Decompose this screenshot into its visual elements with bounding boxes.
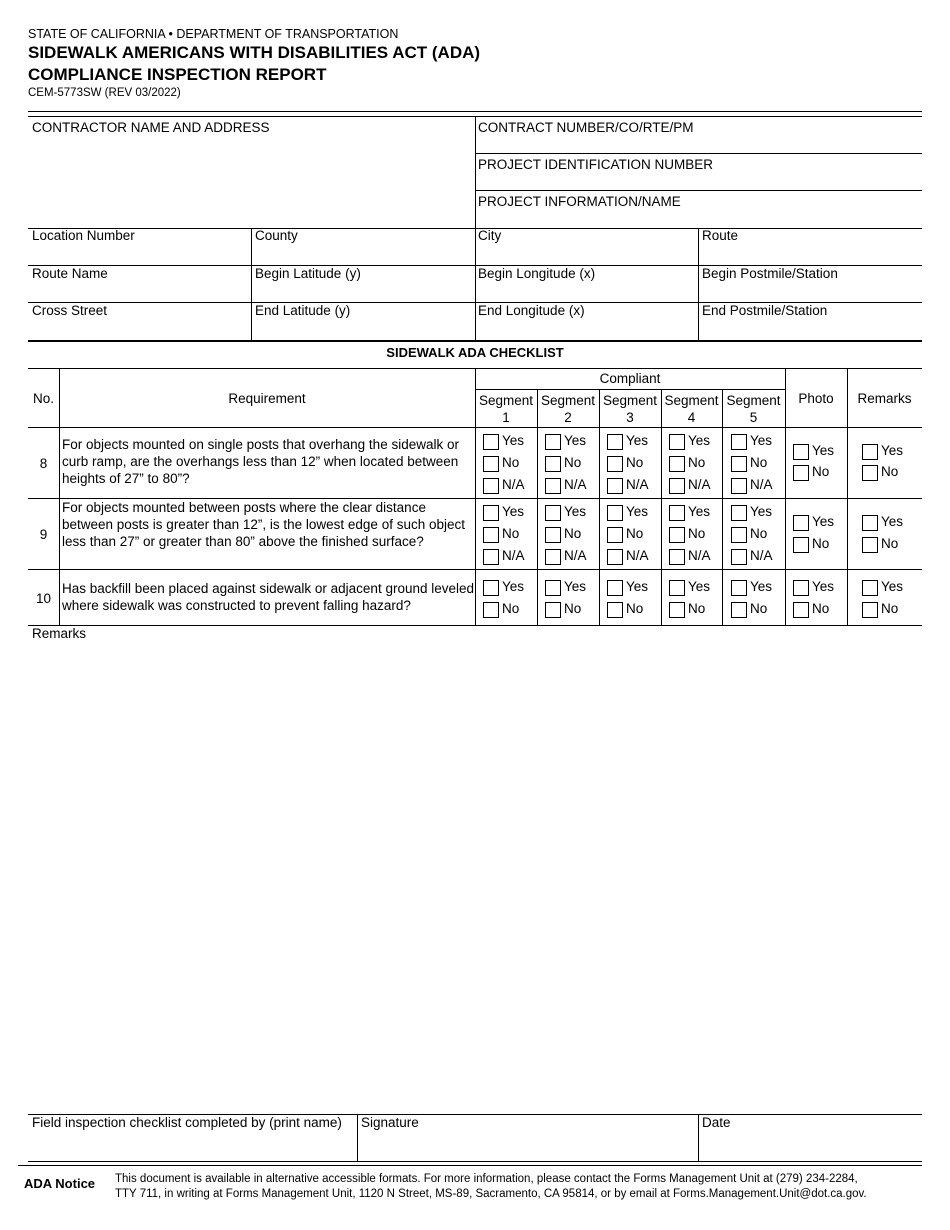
begin-latitude-field[interactable]: Begin Latitude (y)	[255, 266, 361, 281]
row-8-segment-3-no-checkbox[interactable]	[607, 456, 623, 472]
row-10-segment-3-yes-label: Yes	[626, 579, 649, 594]
row-10-remarks-no-label: No	[881, 601, 899, 616]
remarks-area[interactable]	[28, 642, 922, 1112]
row-10-remarks-yes-label: Yes	[881, 579, 904, 594]
divider	[251, 228, 252, 340]
notice-rule	[18, 1165, 922, 1166]
row-10-remarks-yes-checkbox[interactable]	[862, 580, 878, 596]
row-9-segment-5-no-label: No	[750, 526, 768, 541]
begin-longitude-field[interactable]: Begin Longitude (x)	[478, 266, 596, 281]
row-8-segment-5-na-checkbox[interactable]	[731, 478, 747, 494]
row-9-segment-5-na-label: N/A	[750, 548, 773, 563]
city-field[interactable]: City	[478, 228, 502, 243]
divider	[475, 190, 922, 191]
row-9-segment-1-yes-checkbox[interactable]	[483, 505, 499, 521]
row-10-segment-4-no-label: No	[688, 601, 706, 616]
row-8-segment-2-no-checkbox[interactable]	[545, 456, 561, 472]
row-8-segment-2-na-checkbox[interactable]	[545, 478, 561, 494]
signature-field[interactable]: Signature	[361, 1115, 419, 1130]
segment-5-header-label: Segment	[726, 393, 781, 408]
row-8-segment-4-na-checkbox[interactable]	[669, 478, 685, 494]
row-10-segment-2-yes-label: Yes	[564, 579, 587, 594]
segment-2-header-label: Segment	[540, 393, 596, 408]
location-number-field[interactable]: Location Number	[32, 228, 135, 243]
col-no-header: No.	[32, 391, 54, 406]
row-10-segment-4-yes-label: Yes	[688, 579, 711, 594]
col-photo-header: Photo	[798, 391, 834, 406]
divider	[698, 228, 699, 340]
row-10-segment-3-no-checkbox[interactable]	[607, 602, 623, 618]
col-compliant-header: Compliant	[599, 371, 661, 386]
end-longitude-field[interactable]: End Longitude (x)	[478, 303, 585, 318]
row-9-segment-4-yes-checkbox[interactable]	[669, 505, 685, 521]
row-8-segment-1-na-label: N/A	[502, 477, 525, 492]
row-9-segment-3-na-label: N/A	[626, 548, 649, 563]
row-9-segment-3-na-checkbox[interactable]	[607, 549, 623, 565]
row-10-photo-no-checkbox[interactable]	[793, 602, 809, 618]
row-9-segment-2-no-label: No	[564, 526, 582, 541]
segment-4-header-label: Segment	[664, 393, 719, 408]
col-requirement-header: Requirement	[228, 391, 306, 406]
contractor-field[interactable]: CONTRACTOR NAME AND ADDRESS	[32, 120, 270, 135]
begin-postmile-field[interactable]: Begin Postmile/Station	[702, 266, 838, 281]
county-field[interactable]: County	[255, 228, 298, 243]
row-9-segment-4-no-label: No	[688, 526, 706, 541]
row-9-segment-4-na-label: N/A	[688, 548, 711, 563]
checklist-title: SIDEWALK ADA CHECKLIST	[386, 345, 564, 360]
row-8-segment-1-na-checkbox[interactable]	[483, 478, 499, 494]
row-8-segment-2-no-label: No	[564, 455, 582, 470]
row-9-segment-2-na-label: N/A	[564, 548, 587, 563]
row-8-segment-4-no-checkbox[interactable]	[669, 456, 685, 472]
segment-1-header-num: 1	[502, 410, 510, 425]
row-8-segment-4-na-label: N/A	[688, 477, 711, 492]
row-8-segment-4-yes-checkbox[interactable]	[669, 434, 685, 450]
row-9-segment-1-no-label: No	[502, 526, 520, 541]
row-9-segment-1-na-label: N/A	[502, 548, 525, 563]
row-8-segment-5-yes-checkbox[interactable]	[731, 434, 747, 450]
row-8-segment-3-na-label: N/A	[626, 477, 649, 492]
checklist-rule	[28, 340, 922, 342]
divider	[847, 368, 848, 625]
row-10-segment-5-no-checkbox[interactable]	[731, 602, 747, 618]
row-8-photo-yes-label: Yes	[812, 443, 835, 458]
route-name-field[interactable]: Route Name	[32, 266, 108, 281]
row-8-photo-yes-checkbox[interactable]	[793, 444, 809, 460]
row-9-segment-1-no-checkbox[interactable]	[483, 527, 499, 543]
row-8-segment-3-no-label: No	[626, 455, 644, 470]
row-10-segment-5-no-label: No	[750, 601, 768, 616]
ada-notice-line1: This document is available in alternative accessible formats. For more information, please contact the Forms Management Unit at (279) 234-2284,	[115, 1173, 858, 1185]
segment-4-header-num: 4	[687, 410, 696, 425]
row-9-remarks-no-checkbox[interactable]	[862, 537, 878, 553]
divider	[785, 368, 786, 625]
row-9-remarks-yes-label: Yes	[881, 514, 904, 529]
row-10-segment-2-yes-checkbox[interactable]	[545, 580, 561, 596]
row-8-segment-3-na-checkbox[interactable]	[607, 478, 623, 494]
row-9-requirement: For objects mounted between posts where the clear distance between posts is greater than 12”, is the lowest edge of such object less than 27” or greater than 80” above the finished surface?	[62, 500, 465, 549]
row-8-remarks-yes-label: Yes	[881, 443, 904, 458]
project-name-field[interactable]: PROJECT INFORMATION/NAME	[478, 194, 681, 209]
row-9-segment-3-yes-label: Yes	[626, 504, 649, 519]
segment-3-header-num: 3	[626, 410, 634, 425]
row-8-photo-no-label: No	[812, 464, 830, 479]
row-8-photo-no-checkbox[interactable]	[793, 465, 809, 481]
completed-by-field[interactable]: Field inspection checklist completed by (print name)	[32, 1115, 342, 1130]
row-8-segment-4-yes-label: Yes	[688, 433, 711, 448]
divider	[59, 368, 60, 625]
row-8-number: 8	[39, 456, 48, 471]
row-9-photo-no-checkbox[interactable]	[793, 537, 809, 553]
row-10-segment-1-no-label: No	[502, 601, 520, 616]
row-10-segment-2-no-label: No	[564, 601, 582, 616]
divider	[28, 1161, 922, 1162]
row-8-segment-1-yes-checkbox[interactable]	[483, 434, 499, 450]
divider	[28, 228, 922, 229]
row-10-segment-5-yes-label: Yes	[750, 579, 773, 594]
row-9-segment-2-na-checkbox[interactable]	[545, 549, 561, 565]
remarks-label: Remarks	[32, 626, 87, 641]
divider	[357, 1114, 358, 1161]
row-8-segment-1-yes-label: Yes	[502, 433, 525, 448]
row-10-remarks-no-checkbox[interactable]	[862, 602, 878, 618]
row-8-remarks-no-label: No	[881, 464, 899, 479]
row-9-remarks-yes-checkbox[interactable]	[862, 515, 878, 531]
row-9-remarks-no-label: No	[881, 536, 899, 551]
form-title-line1: SIDEWALK AMERICANS WITH DISABILITIES ACT (ADA)	[28, 43, 481, 62]
row-8-segment-5-no-checkbox[interactable]	[731, 456, 747, 472]
ada-notice-line2: TTY 711, in writing at Forms Management Unit, 1120 N Street, MS-89, Sacramento, CA 95814, or by email at Forms.Management.Unit@dot.ca.gov.	[115, 1188, 867, 1200]
contract-number-field[interactable]: CONTRACT NUMBER/CO/RTE/PM	[478, 120, 694, 135]
row-9-photo-yes-checkbox[interactable]	[793, 515, 809, 531]
row-10-segment-4-yes-checkbox[interactable]	[669, 580, 685, 596]
row-8-segment-1-no-label: No	[502, 455, 520, 470]
row-9-segment-1-yes-label: Yes	[502, 504, 525, 519]
row-8-segment-5-yes-label: Yes	[750, 433, 773, 448]
row-8-segment-5-na-label: N/A	[750, 477, 773, 492]
row-9-segment-4-no-checkbox[interactable]	[669, 527, 685, 543]
row-10-segment-2-no-checkbox[interactable]	[545, 602, 561, 618]
row-9-segment-3-no-checkbox[interactable]	[607, 527, 623, 543]
segment-2-header-num: 2	[564, 410, 572, 425]
divider	[475, 153, 922, 154]
col-remarks-header: Remarks	[857, 391, 912, 406]
row-8-segment-5-no-label: No	[750, 455, 768, 470]
row-10-segment-1-yes-label: Yes	[502, 579, 525, 594]
form-title-line2: COMPLIANCE INSPECTION REPORT	[28, 65, 327, 84]
row-8-segment-4-no-label: No	[688, 455, 706, 470]
row-9-segment-2-yes-label: Yes	[564, 504, 587, 519]
row-10-number: 10	[35, 591, 52, 606]
row-9-segment-5-yes-label: Yes	[750, 504, 773, 519]
row-8-segment-3-yes-label: Yes	[626, 433, 649, 448]
header-rule-top	[28, 111, 922, 112]
row-8-remarks-no-checkbox[interactable]	[862, 465, 878, 481]
row-8-requirement: For objects mounted on single posts that overhang the sidewalk or curb ramp, are the overhangs less than 12” when located between heights of 27” to 80”?	[62, 437, 459, 486]
row-8-remarks-yes-checkbox[interactable]	[862, 444, 878, 460]
divider	[28, 625, 922, 626]
form-number: CEM-5773SW (REV 03/2022)	[28, 87, 181, 99]
row-9-segment-2-yes-checkbox[interactable]	[545, 505, 561, 521]
row-8-segment-1-no-checkbox[interactable]	[483, 456, 499, 472]
ada-notice-title: ADA Notice	[24, 1176, 96, 1191]
row-9-segment-3-no-label: No	[626, 526, 644, 541]
divider	[698, 1114, 699, 1161]
row-9-photo-yes-label: Yes	[812, 514, 835, 529]
row-9-segment-1-na-checkbox[interactable]	[483, 549, 499, 565]
row-9-segment-2-no-checkbox[interactable]	[545, 527, 561, 543]
segment-3-header-label: Segment	[602, 393, 658, 408]
row-8-segment-2-na-label: N/A	[564, 477, 587, 492]
divider	[475, 389, 785, 390]
end-latitude-field[interactable]: End Latitude (y)	[255, 303, 351, 318]
row-10-requirement: Has backfill been placed against sidewalk or adjacent ground leveled where sidewalk was constructed to prevent falling hazard?	[62, 581, 475, 613]
project-id-field[interactable]: PROJECT IDENTIFICATION NUMBER	[478, 157, 714, 172]
row-10-segment-1-no-checkbox[interactable]	[483, 602, 499, 618]
row-9-segment-4-yes-label: Yes	[688, 504, 711, 519]
row-9-segment-5-na-checkbox[interactable]	[731, 549, 747, 565]
row-8-segment-2-yes-checkbox[interactable]	[545, 434, 561, 450]
date-field[interactable]: Date	[702, 1115, 731, 1130]
agency-line: STATE OF CALIFORNIA • DEPARTMENT OF TRANSPORTATION	[28, 27, 399, 41]
row-8-segment-3-yes-checkbox[interactable]	[607, 434, 623, 450]
row-10-segment-1-yes-checkbox[interactable]	[483, 580, 499, 596]
row-9-segment-5-yes-checkbox[interactable]	[731, 505, 747, 521]
cross-street-field[interactable]: Cross Street	[32, 303, 108, 318]
route-field[interactable]: Route	[702, 228, 739, 243]
row-9-photo-no-label: No	[812, 536, 830, 551]
row-8-segment-2-yes-label: Yes	[564, 433, 587, 448]
row-10-segment-3-yes-checkbox[interactable]	[607, 580, 623, 596]
row-9-segment-5-no-checkbox[interactable]	[731, 527, 747, 543]
row-10-photo-yes-checkbox[interactable]	[793, 580, 809, 596]
row-10-segment-3-no-label: No	[626, 601, 644, 616]
segment-5-header-num: 5	[749, 410, 758, 425]
segment-1-header-label: Segment	[478, 393, 534, 408]
row-9-number: 9	[39, 527, 48, 542]
row-10-photo-no-label: No	[812, 601, 830, 616]
row-9-segment-3-yes-checkbox[interactable]	[607, 505, 623, 521]
row-10-segment-5-yes-checkbox[interactable]	[731, 580, 747, 596]
row-10-photo-yes-label: Yes	[812, 579, 835, 594]
end-postmile-field[interactable]: End Postmile/Station	[702, 303, 828, 318]
row-9-segment-4-na-checkbox[interactable]	[669, 549, 685, 565]
row-10-segment-4-no-checkbox[interactable]	[669, 602, 685, 618]
